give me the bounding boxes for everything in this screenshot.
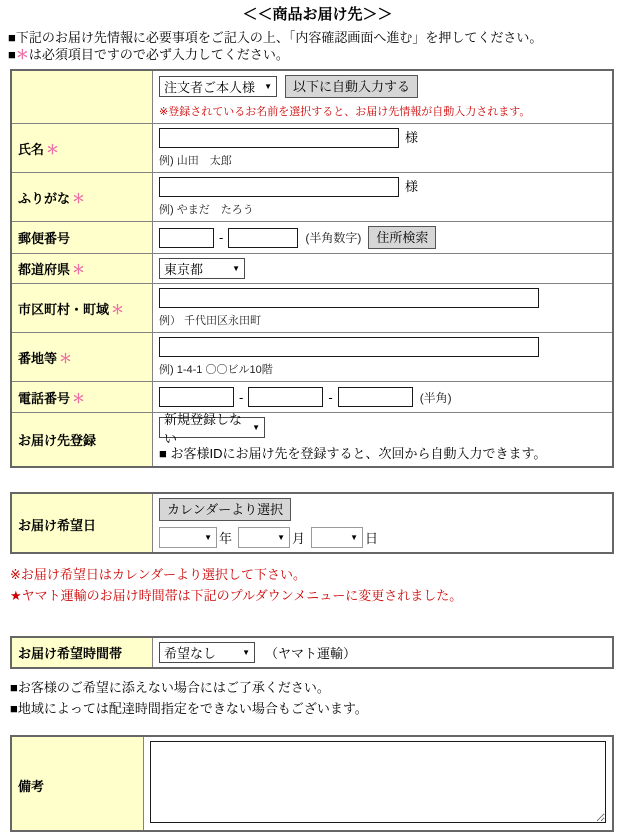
street-input[interactable] — [159, 337, 539, 357]
required-mark: ＊ — [111, 301, 125, 317]
delivery-time-row — [11, 637, 613, 668]
delivery-time-select[interactable] — [159, 642, 255, 663]
dropdown-arrow-icon: ▼ — [232, 263, 240, 273]
day-suffix-label: 日 — [365, 531, 379, 546]
name-input[interactable] — [159, 128, 399, 148]
street-label-cell — [11, 333, 153, 382]
name-label: 氏名 — [18, 141, 45, 157]
required-mark: ＊ — [15, 47, 29, 62]
year-suffix-label: 年 — [219, 531, 233, 546]
dropdown-arrow-icon: ▼ — [242, 647, 250, 657]
furigana-content-cell — [153, 173, 614, 222]
register-label: お届け先登録 — [18, 433, 97, 448]
address-table — [10, 69, 614, 468]
phone-dash: - — [239, 389, 244, 405]
calendar-select-button[interactable]: カレンダーより選択 — [159, 498, 291, 521]
phone-input-1[interactable] — [159, 387, 234, 407]
remarks-label-cell — [11, 736, 144, 831]
dropdown-arrow-icon: ▼ — [350, 532, 359, 542]
autofill-row — [11, 70, 613, 124]
delivery-time-label-cell — [11, 637, 153, 668]
street-label: 番地等 — [18, 350, 58, 366]
autofill-note: ※登録されているお名前を選択すると、お届け先情報が自動入力されます。 — [159, 106, 531, 118]
street-row — [11, 333, 613, 382]
postal-content-cell — [153, 222, 614, 254]
remarks-label: 備考 — [18, 778, 45, 794]
phone-label: 電話番号 — [18, 390, 71, 406]
delivery-time-note-1: ■お客様のご希望に添えない場合にはご了承ください。 — [10, 680, 330, 695]
delivery-date-notes — [10, 564, 635, 606]
register-note: ■ お客様IDにお届け先を登録すると、次回から自動入力できます。 — [159, 446, 547, 461]
year-select[interactable] — [159, 527, 217, 548]
furigana-input[interactable] — [159, 177, 399, 197]
delivery-date-note-2: ★ヤマト運輸のお届け時間帯は下記のプルダウンメニューに変更されました。 — [10, 588, 463, 603]
furigana-row — [11, 173, 613, 222]
delivery-time-label: お届け希望時間帯 — [18, 646, 123, 661]
delivery-time-table — [10, 636, 614, 669]
city-input[interactable] — [159, 288, 539, 308]
delivery-time-notes — [10, 677, 635, 719]
register-row — [11, 413, 613, 468]
register-select[interactable] — [159, 411, 265, 446]
street-example: 例) 1-4-1 〇〇ビル10階 — [159, 364, 273, 376]
recipient-type-select[interactable] — [159, 76, 277, 97]
city-example: 例） 千代田区永田町 — [159, 315, 262, 327]
postal-hint: (半角数字) — [305, 231, 362, 245]
delivery-date-table — [10, 492, 614, 554]
postal-dash: - — [219, 230, 224, 245]
street-content-cell — [153, 333, 614, 382]
name-row — [11, 124, 613, 173]
autofill-label-cell — [11, 70, 153, 124]
phone-input-2[interactable] — [248, 387, 323, 407]
furigana-honorific: 様 — [405, 179, 419, 194]
furigana-example: 例) やまだ たろう — [159, 204, 254, 216]
month-suffix-label: 月 — [292, 531, 306, 546]
delivery-date-row — [11, 493, 613, 553]
dropdown-arrow-icon: ▼ — [252, 422, 260, 432]
postal-code-input-2[interactable] — [228, 228, 298, 248]
delivery-date-note-1: ※お届け希望日はカレンダーより選択して下さい。 — [10, 567, 307, 582]
autofill-content-cell — [153, 70, 614, 124]
page-title: ＜＜商品お届け先＞＞ — [242, 6, 393, 23]
phone-input-3[interactable] — [338, 387, 413, 407]
carrier-label: （ヤマト運輸） — [265, 646, 357, 661]
phone-row — [11, 382, 613, 413]
recipient-type-value: 注文者ご本人様 — [164, 80, 256, 95]
instruction-line-1: ■下記のお届け先情報に必要事項をご記入の上、「内容確認画面へ進む」を押してください。 — [8, 30, 543, 45]
day-select[interactable] — [311, 527, 363, 548]
name-example: 例) 山田 太郎 — [159, 155, 232, 167]
city-label: 市区町村・町域 — [18, 301, 110, 317]
name-label-cell — [11, 124, 153, 173]
instruction-bullet: ■ — [8, 47, 16, 62]
delivery-date-label: お届け希望日 — [18, 518, 97, 533]
required-mark: ＊ — [72, 390, 86, 406]
furigana-label: ふりがな — [18, 190, 71, 206]
city-row — [11, 284, 613, 333]
phone-label-cell — [11, 382, 153, 413]
phone-dash: - — [328, 389, 333, 405]
delivery-time-value: 希望なし — [164, 646, 217, 661]
autofill-button[interactable]: 以下に自動入力する — [285, 75, 418, 98]
name-honorific: 様 — [405, 130, 419, 145]
delivery-date-label-cell — [11, 493, 153, 553]
phone-hint: (半角) — [419, 390, 452, 405]
remarks-content-cell — [144, 736, 614, 831]
address-search-button[interactable]: 住所検索 — [368, 226, 436, 249]
instructions — [8, 29, 635, 63]
remarks-textarea[interactable] — [150, 741, 606, 823]
postal-label-cell — [11, 222, 153, 254]
required-mark: ＊ — [59, 350, 73, 366]
postal-row — [11, 222, 613, 254]
required-mark: ＊ — [46, 141, 60, 157]
month-select[interactable] — [238, 527, 290, 548]
prefecture-label: 都道府県 — [18, 262, 71, 277]
delivery-date-content-cell — [153, 493, 614, 553]
city-label-cell — [11, 284, 153, 333]
postal-label: 郵便番号 — [18, 231, 71, 246]
delivery-time-note-2: ■地域によっては配達時間指定をできない場合もございます。 — [10, 701, 368, 716]
prefecture-select[interactable] — [159, 258, 245, 279]
postal-code-input-1[interactable] — [159, 228, 214, 248]
register-label-cell — [11, 413, 153, 468]
instruction-line-2 — [8, 46, 635, 63]
city-content-cell — [153, 284, 614, 333]
register-value: 新規登録しない — [164, 411, 243, 446]
furigana-label-cell — [11, 173, 153, 222]
prefecture-row — [11, 254, 613, 284]
remarks-row — [11, 736, 613, 831]
delivery-time-content-cell — [153, 637, 614, 668]
dropdown-arrow-icon: ▼ — [277, 532, 286, 542]
register-content-cell — [153, 413, 614, 468]
required-mark: ＊ — [72, 262, 86, 277]
name-content-cell — [153, 124, 614, 173]
prefecture-label-cell — [11, 254, 153, 284]
instruction-line-2-text: は必須項目ですので必ず入力してください。 — [28, 47, 289, 62]
prefecture-content-cell — [153, 254, 614, 284]
prefecture-value: 東京都 — [164, 262, 204, 277]
remarks-table — [10, 735, 614, 832]
dropdown-arrow-icon: ▼ — [264, 81, 272, 91]
dropdown-arrow-icon: ▼ — [204, 532, 212, 542]
required-mark: ＊ — [72, 190, 86, 206]
